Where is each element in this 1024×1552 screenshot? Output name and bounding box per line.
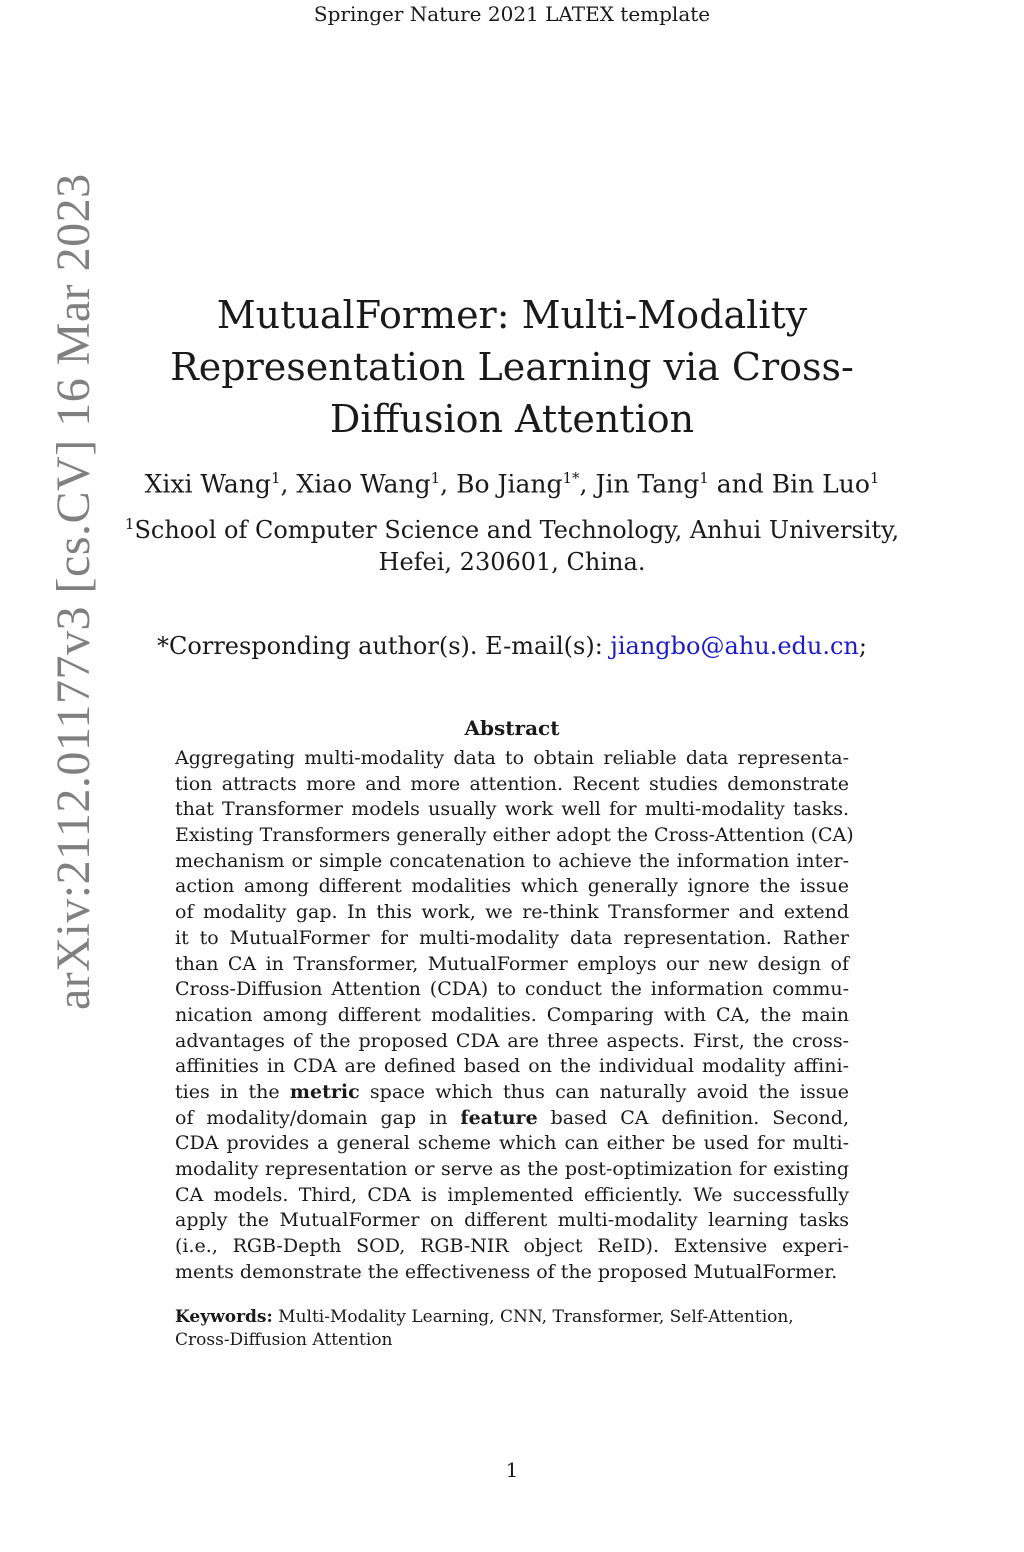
author-name: Bin Luo (771, 469, 870, 499)
abstract-emphasis: metric (289, 1080, 360, 1103)
page-number: 1 (505, 1458, 519, 1482)
abstract-line: apply the MutualFormer on different multi-modality learning tasks (175, 1209, 849, 1232)
abstract-line: modality representation or serve as the post-optimization for existing (175, 1158, 849, 1180)
abstract-heading: Abstract (464, 716, 560, 740)
abstract-line: tion attracts more and more attention. Recent studies demonstrate (175, 772, 849, 795)
affiliation (120, 508, 904, 578)
abstract-text: space which thus can naturally avoid the issue (359, 1080, 849, 1103)
abstract-line: nication among different modalities. Comparing with CA, the main (175, 1003, 849, 1026)
abstract-line: of modality gap. In this work, we re-think Transformer and extend (175, 901, 849, 924)
author-name: Xixi Wang (144, 469, 271, 499)
abstract-line (175, 1106, 849, 1132)
keywords-label: Keywords: (175, 1307, 273, 1327)
arxiv-identifier-stamp: arXiv:2112.01177v3 [cs.CV] 16 Mar 2023 (47, 173, 100, 1010)
abstract-line: Aggregating multi-modality data to obtain reliable data representa- (175, 747, 849, 769)
author-name: Jin Tang (595, 469, 700, 499)
corresponding-suffix: ; (858, 632, 867, 660)
author-affiliation-mark: 1 (869, 469, 880, 487)
abstract-line: it to MutualFormer for multi-modality data representation. Rather (175, 926, 849, 949)
affiliation-line-2: Hefei, 230601, China. (378, 548, 646, 576)
abstract-line: Cross-Diffusion Attention (CDA) to conduct the information commu- (175, 978, 849, 1001)
abstract-line: CDA provides a general scheme which can either be used for multi- (175, 1132, 849, 1155)
running-head: Springer Nature 2021 LATEX template (313, 2, 711, 26)
paper-title: MutualFormer: Multi-Modality Representation Learning via Cross-Diffusion Attention (170, 293, 854, 442)
abstract-line: than CA in Transformer, MutualFormer employs our new design of (175, 952, 849, 975)
abstract-line: CA models. Third, CDA is implemented efficiently. We successfully (175, 1183, 849, 1206)
author-separator: and (708, 469, 772, 499)
abstract-emphasis: feature (460, 1106, 538, 1129)
author-affiliation-mark: 1* (562, 469, 580, 487)
author-separator: , (280, 469, 297, 499)
author-affiliation-mark: 1 (699, 469, 709, 487)
corresponding-prefix: *Corresponding author(s). E-mail(s): (157, 632, 611, 660)
author-affiliation-mark: 1 (430, 469, 441, 487)
keywords (175, 1306, 849, 1352)
affiliation-line-1 (120, 508, 904, 546)
keywords-text: Multi-Modality Learning, CNN, Transformer, Self-Attention, Cross-Diffusion Attention (175, 1307, 794, 1350)
abstract-line: mechanism or simple concatenation to achieve the information inter- (175, 849, 849, 872)
author-affiliation-mark: 1 (270, 469, 281, 487)
abstract-line (175, 1080, 849, 1106)
affiliation-mark: 1 (124, 515, 135, 533)
author-name: Xiao Wang (296, 469, 431, 499)
abstract-line: affinities in CDA are defined based on the individual modality affini- (175, 1055, 849, 1078)
corresponding-author (80, 628, 944, 664)
abstract-body (175, 746, 854, 1285)
abstract-line: Existing Transformers generally either adopt the Cross-Attention (CA) (175, 824, 854, 847)
abstract-text: ties in the (175, 1080, 290, 1103)
abstract-text: based CA definition. Second, (537, 1106, 849, 1129)
author-separator: , (440, 469, 457, 499)
author-separator: , (579, 469, 596, 499)
affiliation-text: School of Computer Science and Technology, Anhui University, (134, 516, 900, 544)
email-link[interactable]: jiangbo@ahu.edu.cn (610, 632, 859, 660)
abstract-line: action among different modalities which generally ignore the issue (175, 875, 849, 898)
abstract-line: (i.e., RGB-Depth SOD, RGB-NIR object ReID). Extensive experi- (175, 1235, 849, 1258)
abstract-line: advantages of the proposed CDA are three aspects. First, the cross- (175, 1029, 849, 1052)
author-list (80, 458, 944, 504)
author-name: Bo Jiang (456, 469, 563, 499)
abstract-text: of modality/domain gap in (175, 1106, 461, 1129)
abstract-line: ments demonstrate the effectiveness of the proposed MutualFormer. (175, 1260, 838, 1283)
abstract-line: that Transformer models usually work well for multi-modality tasks. (175, 798, 849, 821)
